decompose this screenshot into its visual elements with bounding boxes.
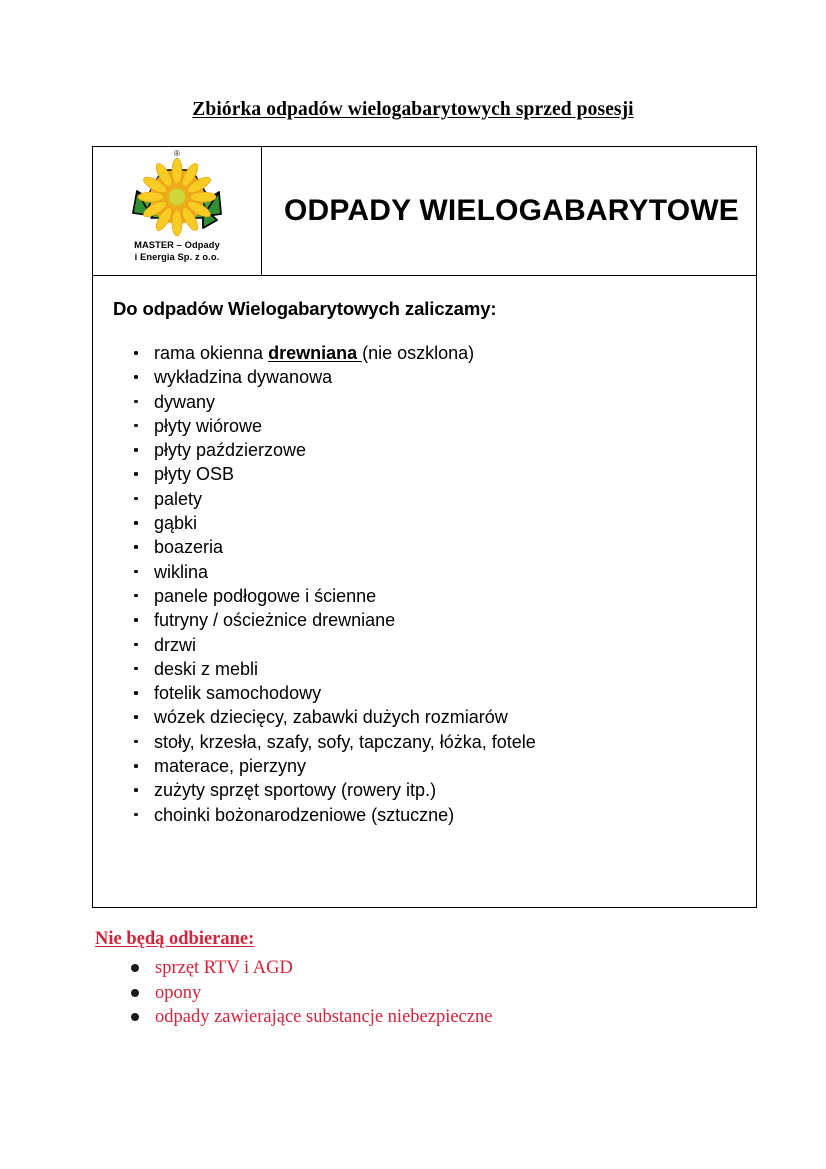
accepted-item-text: wózek dziecięcy, zabawki dużych rozmiarów bbox=[154, 707, 508, 728]
accepted-list-item bbox=[154, 487, 756, 511]
rejected-waste-section bbox=[95, 929, 755, 1030]
accepted-list-item bbox=[154, 778, 756, 802]
accepted-item-text: fotelik samochodowy bbox=[154, 683, 322, 704]
accepted-item-suffix: (nie oszklona) bbox=[362, 343, 475, 363]
accepted-list-item bbox=[154, 365, 756, 389]
accepted-item-text: futryny / ościeżnice drewniane bbox=[154, 610, 396, 631]
banner-title-cell bbox=[262, 147, 756, 275]
accepted-item-text: wykładzina dywanowa bbox=[154, 367, 333, 388]
table-header-row bbox=[93, 147, 756, 276]
accepted-item-text: gąbki bbox=[154, 513, 198, 534]
accepted-list-item bbox=[154, 657, 756, 681]
accepted-item-text: deski z mebli bbox=[154, 658, 259, 679]
accepted-item-text: boazeria bbox=[154, 537, 224, 558]
accepted-waste-section bbox=[93, 276, 756, 827]
accepted-item-text: choinki bożonarodzeniowe (sztuczne) bbox=[154, 804, 455, 825]
logo-caption-line1: MASTER – Odpady bbox=[134, 240, 220, 250]
accepted-item-text: drzwi bbox=[154, 634, 197, 655]
accepted-item-text: płyty wiórowe bbox=[154, 415, 263, 436]
page-title-text: Zbiórka odpadów wielogabarytowych sprzed posesji bbox=[192, 99, 634, 120]
banner-title: ODPADY WIELOGABARYTOWE bbox=[284, 194, 739, 227]
accepted-list-item bbox=[154, 681, 756, 705]
accepted-list-item bbox=[154, 754, 756, 778]
accepted-list-item bbox=[154, 608, 756, 632]
accepted-list-item bbox=[154, 341, 756, 365]
page-title bbox=[0, 99, 826, 121]
logo-caption-line2: i Energia Sp. z o.o. bbox=[134, 251, 220, 262]
accepted-item-text: płyty OSB bbox=[154, 464, 235, 485]
rejected-list-item: odpady zawierające substancje niebezpieczne bbox=[155, 1005, 755, 1030]
accepted-list-item bbox=[154, 414, 756, 438]
accepted-list-item bbox=[154, 511, 756, 535]
accepted-item-text: materace, pierzyny bbox=[154, 756, 307, 777]
accepted-item-text: płyty paździerzowe bbox=[154, 440, 307, 461]
accepted-list-item bbox=[154, 438, 756, 462]
accepted-list-item bbox=[154, 705, 756, 729]
recycling-sunflower-icon bbox=[121, 156, 233, 238]
accepted-list-item bbox=[154, 584, 756, 608]
accepted-item-text: wiklina bbox=[154, 561, 209, 582]
accepted-item-text: palety bbox=[154, 488, 203, 509]
accepted-intro: Do odpadów Wielogabarytowych zaliczamy: bbox=[113, 298, 497, 319]
rejected-list-item: sprzęt RTV i AGD bbox=[155, 956, 755, 981]
accepted-list-item bbox=[154, 535, 756, 559]
waste-info-table bbox=[92, 146, 757, 908]
accepted-item-text: dywany bbox=[154, 391, 216, 412]
rejected-list-item: opony bbox=[155, 981, 755, 1006]
accepted-waste-list bbox=[113, 341, 756, 827]
accepted-list-item bbox=[154, 730, 756, 754]
logo-cell bbox=[93, 147, 262, 275]
accepted-item-text: rama okienna bbox=[154, 343, 269, 363]
rejected-heading-text: Nie będą odbierane: bbox=[95, 929, 255, 949]
rejected-heading bbox=[95, 929, 755, 950]
accepted-item-text: stoły, krzesła, szafy, sofy, tapczany, łóżka, fotele bbox=[154, 731, 536, 752]
accepted-list-item bbox=[154, 803, 756, 827]
accepted-item-emphasis: drewniana bbox=[268, 343, 363, 363]
master-logo bbox=[121, 150, 233, 242]
accepted-list-item bbox=[154, 560, 756, 584]
accepted-list-item bbox=[154, 462, 756, 486]
accepted-item-text: zużyty sprzęt sportowy (rowery itp.) bbox=[154, 780, 437, 801]
accepted-list-item bbox=[154, 390, 756, 414]
logo-caption bbox=[134, 240, 220, 263]
rejected-waste-list bbox=[95, 956, 755, 1030]
accepted-list-item bbox=[154, 633, 756, 657]
accepted-item-text: panele podłogowe i ścienne bbox=[154, 585, 377, 606]
registered-trademark-icon: ® bbox=[174, 149, 180, 158]
